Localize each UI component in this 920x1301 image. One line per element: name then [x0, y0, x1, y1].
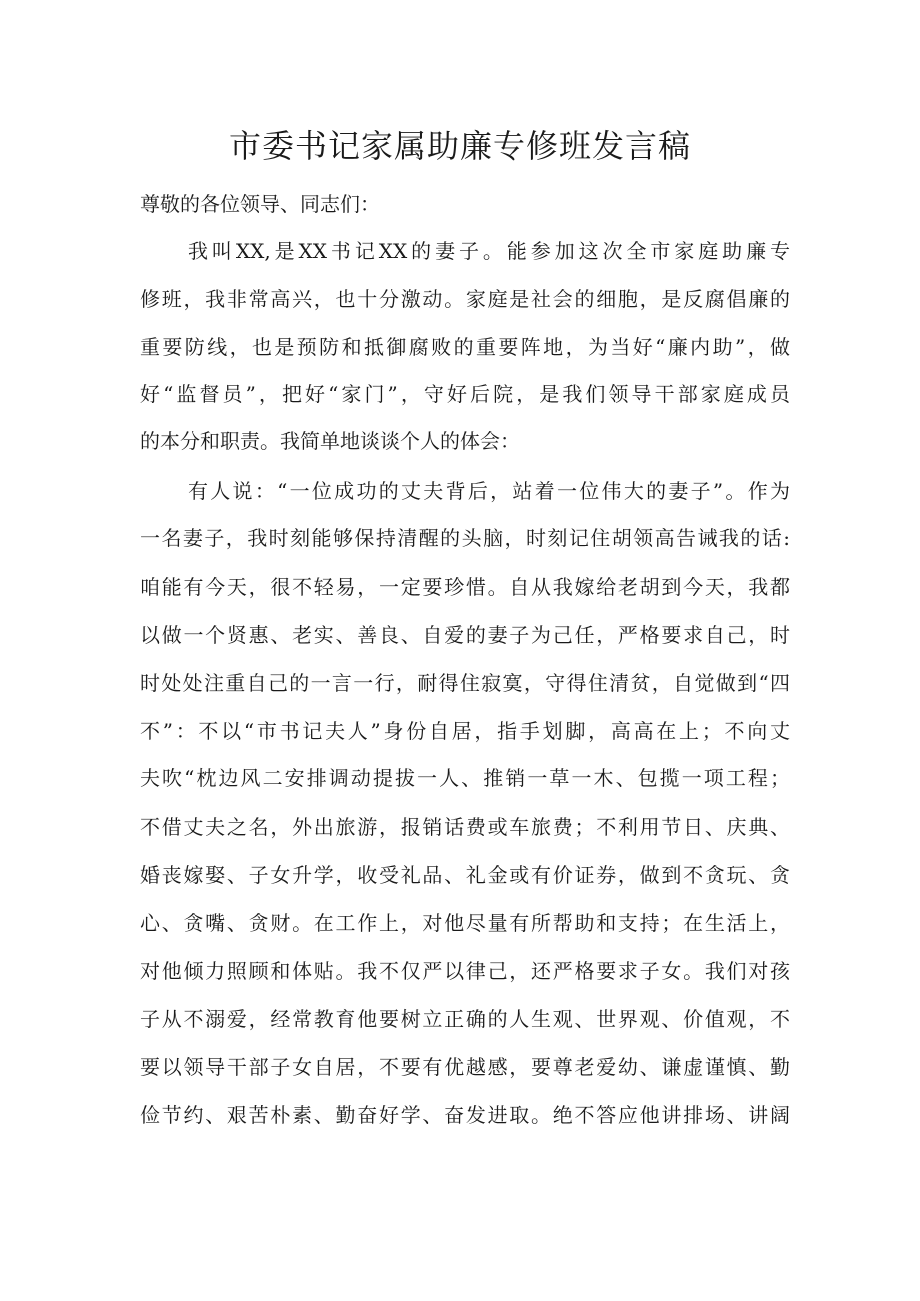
- paragraph-line: 心、贪嘴、贪财。在工作上，对他尽量有所帮助和支持；在生活上，: [140, 911, 790, 935]
- paragraph-line: 我叫XX,是XX书记XX的妻子。能参加这次全市家庭助廉专: [188, 239, 790, 263]
- paragraph-line: 夫吹“枕边风二安排调动提拔一人、推销一草一木、包揽一项工程；: [140, 766, 790, 790]
- paragraph-line: 的本分和职责。我简单地谈谈个人的体会：: [140, 429, 520, 453]
- paragraph-line: 不借丈夫之名，外出旅游，报销话费或车旅费；不利用节日、庆典、: [140, 815, 790, 839]
- paragraph-line: 不”：不以“市书记夫人”身份自居，指手划脚，高高在上；不向丈: [140, 719, 790, 743]
- paragraph-line: 对他倾力照顾和体贴。我不仅严以律己，还严格要求子女。我们对孩: [140, 959, 790, 983]
- document-title: 市委书记家属助廉专修班发言稿: [228, 127, 691, 165]
- paragraph-line: 一名妻子，我时刻能够保持清醒的头脑，时刻记住胡领高告诫我的话:: [140, 526, 790, 550]
- paragraph-line: 要以领导干部子女自居，不要有优越感，要尊老爱幼、谦虚谨慎、勤: [140, 1055, 790, 1079]
- paragraph-line: 婚丧嫁娶、子女升学，收受礼品、礼金或有价证券，做到不贪玩、贪: [140, 863, 790, 887]
- paragraph-line: 咱能有今天，很不轻易，一定要珍惜。自从我嫁给老胡到今天，我都: [140, 575, 790, 599]
- paragraph-line: 时处处注重自己的一言一行，耐得住寂寞，守得住清贫，自觉做到“四: [140, 671, 790, 695]
- salutation: 尊敬的各位领导、同志们：: [140, 192, 380, 216]
- paragraph-line: 修班，我非常高兴，也十分激动。家庭是社会的细胞，是反腐倡廉的: [140, 287, 790, 311]
- paragraph-line: 好“监督员”，把好“家门”，守好后院，是我们领导干部家庭成员: [140, 382, 790, 406]
- paragraph-line: 重要防线，也是预防和抵御腐败的重要阵地，为当好“廉内助”，做: [140, 335, 790, 359]
- paragraph-line: 子从不溺爱，经常教育他要树立正确的人生观、世界观、价值观，不: [140, 1007, 790, 1031]
- paragraph-line: 有人说：“一位成功的丈夫背后，站着一位伟大的妻子”。作为: [188, 479, 790, 503]
- paragraph-line: 俭节约、艰苦朴素、勤奋好学、奋发进取。绝不答应他讲排场、讲阔: [140, 1103, 790, 1127]
- paragraph-line: 以做一个贤惠、老实、善良、自爱的妻子为己任，严格要求自己，时: [140, 623, 790, 647]
